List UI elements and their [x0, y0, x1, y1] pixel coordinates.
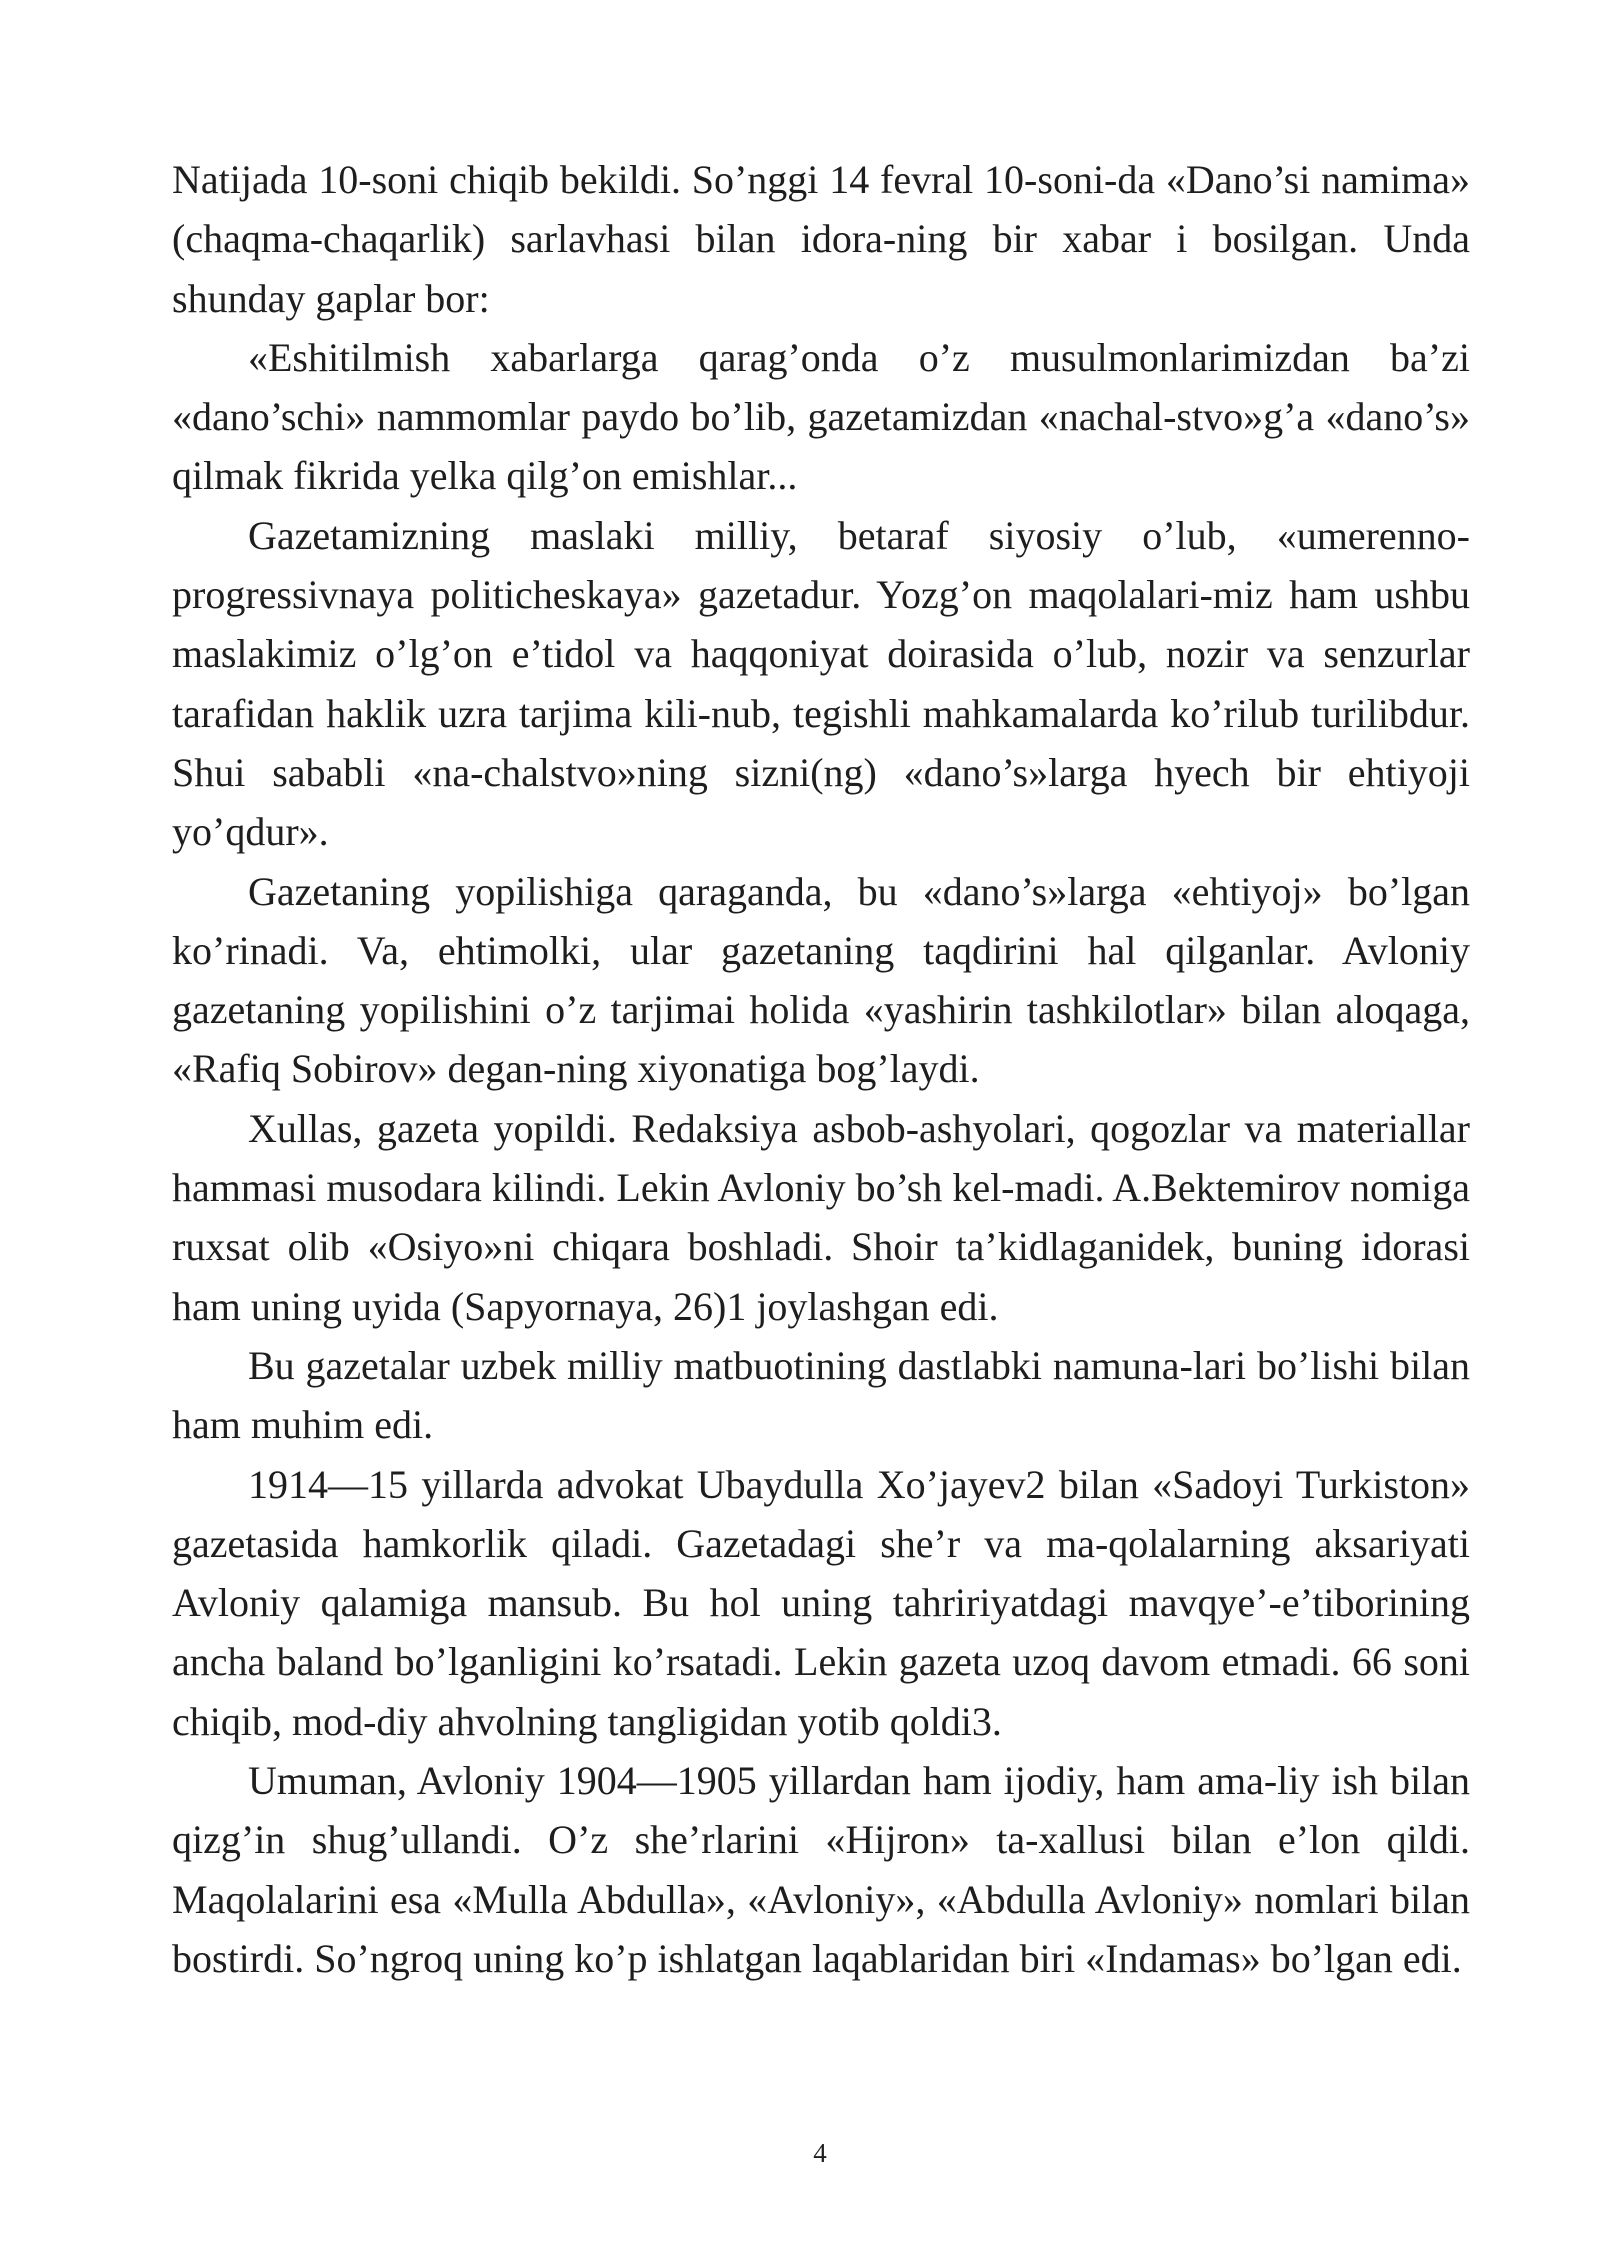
paragraph-6: Bu gazetalar uzbek milliy matbuotining dastlabki namuna-lari bo’lishi bilan ham muhim edi.: [172, 1342, 1470, 1448]
paragraph-3: Gazetamizning maslaki milliy, betaraf siyosiy o’lub, «umerenno-progressivnaya politicheskaya» gazetadur. Yozg’on maqolalari-miz ham ushbu maslakimiz o’lg’on e’tidol va haqqoniyat doirasida o’lub, nozir va senzurlar tarafidan haklik uzra tarjima kili-nub, tegishli mahkamalarda ko’rilub turilibdur. Shui sababli «na-chalstvo»ning sizni(ng) «dano’s»larga hyech bir ehtiyoji yo’qdur».: [172, 512, 1470, 855]
paragraph-4: Gazetaning yopilishiga qaraganda, bu «dano’s»larga «ehtiyoj» bo’lgan ko’rinadi. Va, ehtimolki, ular gazetaning taqdirini hal qilganlar. Avloniy gazetaning yopilishini o’z tarjimai holida «yashirin tashkilotlar» bilan aloqaga, «Rafiq Sobirov» degan-ning xiyonatiga bog’laydi.: [172, 868, 1470, 1092]
page-number: 4: [813, 2138, 827, 2168]
paragraph-2: «Eshitilmish xabarlarga qarag’onda o’z musulmonlarimizdan ba’zi «dano’schi» nammomlar paydo bo’lib, gazetamizdan «nachal-stvo»g’a «dano’s» qilmak fikrida yelka qilg’on emishlar...: [172, 334, 1470, 499]
paragraph-5: Xullas, gazeta yopildi. Redaksiya asbob-ashyolari, qogozlar va materiallar hammasi musodara kilindi. Lekin Avloniy bo’sh kel-madi. A.Bektemirov nomiga ruxsat olib «Osiyo»ni chiqara boshladi. Shoir ta’kidlaganidek, buning idorasi ham uning uyida (Sapyornaya, 26)1 joylashgan edi.: [172, 1105, 1470, 1329]
paragraph-1: Natijada 10-soni chiqib bekildi. So’nggi 14 fevral 10-soni-da «Dano’si namima» (chaqma-chaqarlik) sarlavhasi bilan idora-ning bir xabar i bosilgan. Unda shunday gaplar bor:: [172, 157, 1470, 321]
paragraph-7: 1914—15 yillarda advokat Ubaydulla Xo’jayev2 bilan «Sadoyi Turkiston» gazetasida hamkorlik qiladi. Gazetadagi she’r va ma-qolalarning aksariyati Avloniy qalamiga mansub. Bu hol uning tahririyatdagi mavqye’-e’tiborining ancha baland bo’lganligini ko’rsatadi. Lekin gazeta uzoq davom etmadi. 66 soni chiqib, mod-diy ahvolning tangligidan yotib qoldi3.: [172, 1461, 1470, 1744]
paragraph-8: Umuman, Avloniy 1904—1905 yillardan ham ijodiy, ham ama-liy ish bilan qizg’in shug’ullandi. O’z she’rlarini «Hijron» ta-xallusi bilan e’lon qildi. Maqolalarini esa «Mulla Abdulla», «Avloniy», «Abdulla Avloniy» nomlari bilan bostirdi. So’ngroq uning ko’p ishlatgan laqablaridan biri «Indamas» bo’lgan edi.: [172, 1758, 1470, 1981]
page-body: [172, 150, 1470, 1988]
